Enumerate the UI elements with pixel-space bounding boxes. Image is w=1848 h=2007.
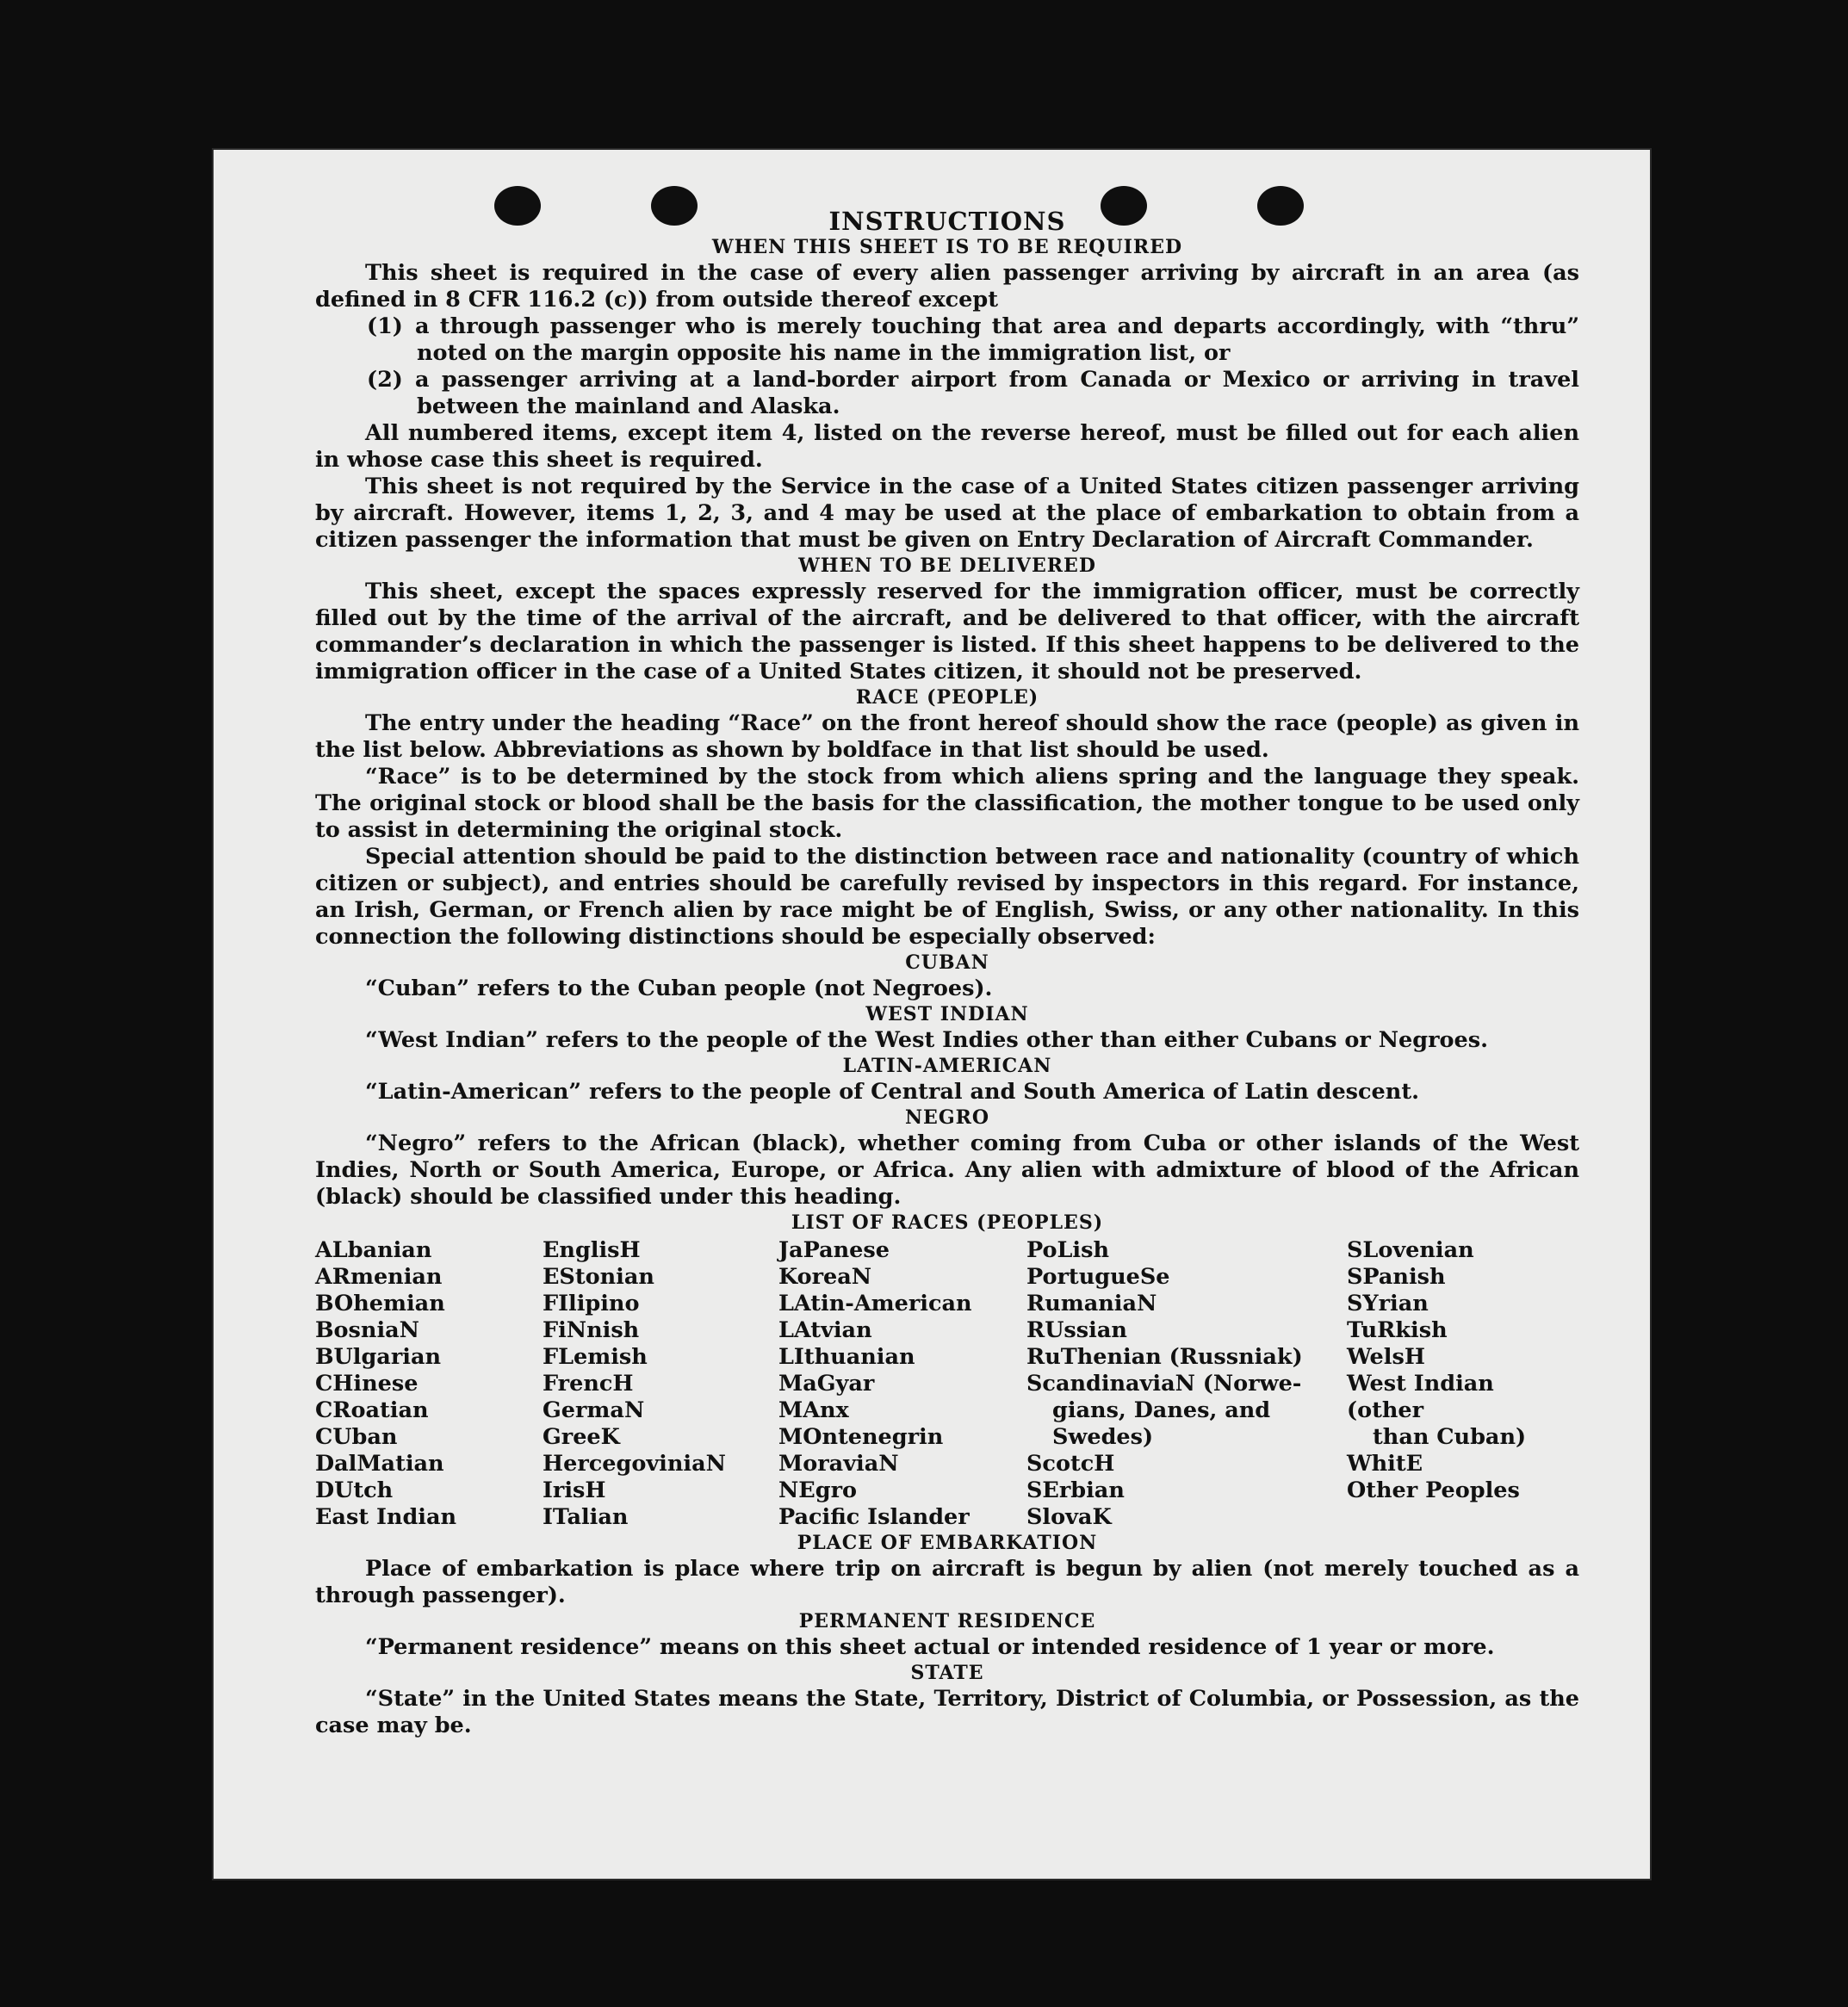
race-entry: IrisH (543, 1477, 606, 1503)
exception-item-1: (1) a through passenger who is merely touching that area and departs accordingly, with “thru” noted on the margin opposite his name in the immigration list, or (367, 313, 1579, 366)
race-entry: BosniaN (315, 1317, 419, 1343)
race-entry: LIthuanian (778, 1344, 915, 1370)
race-entry: EnglisH (543, 1237, 641, 1263)
race-entry: JaPanese (778, 1237, 890, 1263)
race-entry: West Indian (other (1347, 1371, 1494, 1423)
heading-state: STATE (910, 1662, 984, 1684)
race-entry: ScotcH (1026, 1451, 1115, 1477)
race-entry: SPanish (1347, 1264, 1446, 1290)
document-sheet (212, 148, 1652, 1880)
heading-cuban: CUBAN (905, 951, 989, 974)
race-entry: PortugueSe (1026, 1264, 1170, 1290)
race-entry: MOntenegrin (778, 1424, 944, 1450)
race-entry: Swedes) (1052, 1424, 1154, 1450)
race-entry: CUban (315, 1424, 398, 1450)
exception-item-2: (2) a passenger arriving at a land-border airport from Canada or Mexico or arriving in travel between the mainland and Alaska. (367, 367, 1579, 419)
race-entry: SLovenian (1347, 1237, 1474, 1263)
race-entry: CHinese (315, 1371, 419, 1397)
paragraph-latin-american: “Latin-American” refers to the people of Central and South America of Latin descent. (365, 1079, 1419, 1105)
race-entry: FrencH (543, 1371, 634, 1397)
paragraph-citizen: This sheet is not required by the Service in the case of a United States citizen passenger arriving by aircraft. However, items 1, 2, 3, and 4 may be used at the place of embarkation to obtain from a citizen passenger the information that must be given on Entry Declaration of Aircraft Commander. (315, 474, 1579, 553)
paragraph-race-3: Special attention should be paid to the distinction between race and nationality (country of which citizen or subject), and entries should be carefully revised by inspectors in this regard. For instance, an Irish, German, or French alien by race might be of English, Swiss, or any other nationality. In this connection the following distinctions should be especially observed: (315, 844, 1579, 950)
race-entry: than Cuban) (1373, 1424, 1527, 1450)
race-entry: RuThenian (Russniak) (1026, 1344, 1303, 1370)
race-entry: EStonian (543, 1264, 654, 1290)
heading-place-of-embarkation: PLACE OF EMBARKATION (797, 1532, 1098, 1554)
race-entry: SlovaK (1026, 1504, 1112, 1530)
race-entry: LAtin-American (778, 1291, 972, 1316)
races-column-5 (1347, 1237, 1571, 1531)
instructions-body (315, 208, 1579, 1739)
races-column-3 (778, 1237, 1026, 1531)
race-entry: BUlgarian (315, 1344, 442, 1370)
race-entry: gians, Danes, and (1052, 1397, 1271, 1423)
paragraph-required: This sheet is required in the case of every alien passenger arriving by aircraft in an area (as defined in 8 CFR 116.2 (c)) from outside thereof except (315, 260, 1579, 313)
race-entry: GreeK (543, 1424, 620, 1450)
race-entry: PoLish (1026, 1237, 1110, 1263)
paragraph-embarkation: Place of embarkation is place where trip on aircraft is begun by alien (not merely touched as a through passenger). (315, 1556, 1579, 1608)
race-entry: FiNnish (543, 1317, 640, 1343)
races-column-4 (1026, 1237, 1347, 1531)
race-entry: WelsH (1347, 1344, 1425, 1370)
race-entry: GermaN (543, 1397, 645, 1423)
race-entry: HercegoviniaN (543, 1451, 726, 1477)
race-entry: Pacific Islander (778, 1504, 970, 1530)
paragraph-state: “State” in the United States means the State, Territory, District of Columbia, or Possession, as the case may be. (315, 1686, 1579, 1738)
paragraph-residence: “Permanent residence” means on this sheet actual or intended residence of 1 year or more. (365, 1634, 1495, 1660)
race-entry: MAnx (778, 1397, 849, 1423)
race-entry: LAtvian (778, 1317, 872, 1343)
page-title: INSTRUCTIONS (828, 207, 1066, 236)
races-list (315, 1237, 1579, 1531)
race-entry: RUssian (1026, 1317, 1127, 1343)
heading-permanent-residence: PERMANENT RESIDENCE (798, 1610, 1096, 1632)
heading-west-indian: WEST INDIAN (865, 1003, 1029, 1025)
paragraph-negro: “Negro” refers to the African (black), whether coming from Cuba or other islands of the West Indies, North or South America, Europe, or Africa. Any alien with admixture of blood of the African (black) should be classified under this heading. (315, 1130, 1579, 1210)
heading-list-of-races: LIST OF RACES (PEOPLES) (791, 1211, 1104, 1234)
race-entry: SYrian (1347, 1291, 1429, 1316)
race-entry: ARmenian (315, 1264, 443, 1290)
race-entry: ScandinaviaN (Norwe- (1026, 1371, 1302, 1397)
heading-latin-american: LATIN-AMERICAN (842, 1055, 1052, 1077)
race-entry: ITalian (543, 1504, 629, 1530)
race-entry: DalMatian (315, 1451, 444, 1477)
race-entry: SErbian (1026, 1477, 1125, 1503)
race-entry: MaGyar (778, 1371, 875, 1397)
heading-when-required: WHEN THIS SHEET IS TO BE REQUIRED (711, 236, 1183, 258)
race-entry: ALbanian (315, 1237, 432, 1263)
race-entry: CRoatian (315, 1397, 429, 1423)
race-entry: Other Peoples (1347, 1477, 1520, 1503)
heading-negro: NEGRO (904, 1106, 990, 1129)
race-entry: East Indian (315, 1504, 457, 1530)
paragraph-race-1: The entry under the heading “Race” on the front hereof should show the race (people) as given in the list below. Abbreviations as shown by boldface in that list should be used. (315, 710, 1579, 763)
heading-when-delivered: WHEN TO BE DELIVERED (798, 554, 1096, 577)
race-entry: FIlipino (543, 1291, 640, 1316)
race-entry: DUtch (315, 1477, 394, 1503)
paragraph-cuban: “Cuban” refers to the Cuban people (not Negroes). (365, 976, 993, 1001)
race-entry: KoreaN (778, 1264, 872, 1290)
paragraph-delivered: This sheet, except the spaces expressly reserved for the immigration officer, must be correctly filled out by the time of the arrival of the aircraft, and be delivered to that officer, with the aircraft commander’s declaration in which the passenger is listed. If this sheet happens to be delivered to the immigration officer in the case of a United States citizen, it should not be preserved. (315, 579, 1579, 684)
race-entry: WhitE (1347, 1451, 1423, 1477)
race-entry: MoraviaN (778, 1451, 899, 1477)
race-entry: RumaniaN (1026, 1291, 1157, 1316)
race-entry: BOhemian (315, 1291, 445, 1316)
races-column-2 (543, 1237, 778, 1531)
paragraph-race-2: “Race” is to be determined by the stock from which aliens spring and the language they speak. The original stock or blood shall be the basis for the classification, the mother tongue to be used only to assist in determining the original stock. (315, 764, 1579, 843)
races-column-1 (315, 1237, 543, 1531)
heading-race: RACE (PEOPLE) (855, 686, 1039, 709)
paragraph-numbered-items: All numbered items, except item 4, listed on the reverse hereof, must be filled out for each alien in whose case this sheet is required. (315, 420, 1579, 473)
race-entry: TuRkish (1347, 1317, 1448, 1343)
race-entry: FLemish (543, 1344, 648, 1370)
race-entry: NEgro (778, 1477, 858, 1503)
paragraph-west-indian: “West Indian” refers to the people of the West Indies other than either Cubans or Negroes. (365, 1027, 1488, 1053)
